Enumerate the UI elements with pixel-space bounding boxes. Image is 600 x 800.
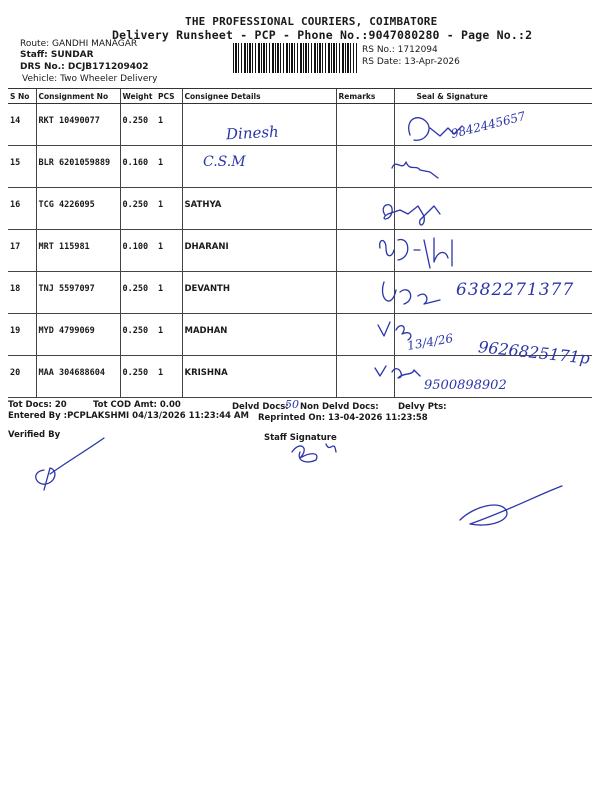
row-consignment: MRT 115981 — [36, 230, 120, 272]
handwritten-name-row15: C.S.M — [203, 154, 246, 170]
rs-date: RS Date: 13-Apr-2026 — [362, 57, 460, 67]
vehicle-label: Vehicle: Two Wheeler Delivery — [22, 74, 158, 84]
row-pcs: 1 — [156, 272, 182, 314]
row-pcs: 1 — [156, 188, 182, 230]
reprinted-on: Reprinted On: 13-04-2026 11:23:58 — [258, 413, 428, 423]
row-sno: 17 — [8, 230, 36, 272]
row-weight: 0.250 — [120, 104, 156, 146]
handwritten-phone-3: 9626825171p — [477, 337, 591, 368]
route-label: Route: GANDHI MANAGAR — [20, 39, 138, 49]
staff-signature: Staff Signature — [264, 433, 337, 443]
col-pcs: PCS — [156, 89, 182, 104]
drs-number: DRS No.: DCJB171209402 — [20, 62, 149, 72]
row-consignee: SATHYA — [182, 188, 336, 230]
col-sno: S No — [8, 89, 36, 104]
rs-number: RS No.: 1712094 — [362, 45, 438, 55]
handwritten-phone-4: 9500898902 — [424, 378, 507, 393]
row-weight: 0.250 — [120, 314, 156, 356]
row-pcs: 1 — [156, 356, 182, 398]
handwritten-phone-2: 6382271377 — [456, 280, 575, 300]
delivery-points: Delvy Pts: — [398, 402, 447, 412]
row-consignment: RKT 10490077 — [36, 104, 120, 146]
staff-label: Staff: SUNDAR — [20, 50, 94, 60]
company-title: THE PROFESSIONAL COURIERS, COIMBATORE — [185, 15, 438, 28]
col-seal-signature: Seal & Signature — [394, 89, 592, 104]
verified-by: Verified By — [8, 430, 61, 440]
row-weight: 0.160 — [120, 146, 156, 188]
row-consignment: MYD 4799069 — [36, 314, 120, 356]
row-weight: 0.250 — [120, 356, 156, 398]
row-weight: 0.250 — [120, 188, 156, 230]
entered-by: Entered By :PCPLAKSHMI 04/13/2026 11:23:44 AM — [8, 411, 249, 421]
row-weight: 0.100 — [120, 230, 156, 272]
row-pcs: 1 — [156, 104, 182, 146]
col-consignment: Consignment No — [36, 89, 120, 104]
row-consignee: DEVANTH — [182, 272, 336, 314]
delivered-docs-handwritten: 50 — [285, 398, 299, 411]
row-pcs: 1 — [156, 230, 182, 272]
handwritten-phone-1: 9842445657 — [449, 108, 527, 142]
tot-docs: Tot Docs: 20 — [8, 400, 67, 410]
col-remarks: Remarks — [336, 89, 394, 104]
col-consignee: Consignee Details — [182, 89, 336, 104]
row-consignee: KRISHNA — [182, 356, 336, 398]
row-pcs: 1 — [156, 146, 182, 188]
delivered-docs-label: Delvd Docs: — [232, 402, 289, 412]
row-consignment: TCG 4226095 — [36, 188, 120, 230]
row-sno: 16 — [8, 188, 36, 230]
non-delivered-docs: Non Delvd Docs: — [300, 402, 379, 412]
col-weight: Weight — [120, 89, 156, 104]
row-pcs: 1 — [156, 314, 182, 356]
row-consignee: MADHAN — [182, 314, 336, 356]
row-consignment: MAA 304688604 — [36, 356, 120, 398]
row-sno: 14 — [8, 104, 36, 146]
row-sno: 18 — [8, 272, 36, 314]
row-sno: 20 — [8, 356, 36, 398]
handwritten-name-row14: Dinesh — [225, 122, 280, 144]
handwritten-date: 13/4/26 — [406, 331, 455, 353]
row-consignee: DHARANI — [182, 230, 336, 272]
row-consignment: TNJ 5597097 — [36, 272, 120, 314]
row-weight: 0.250 — [120, 272, 156, 314]
runsheet-title: Delivery Runsheet - PCP - Phone No.:9047080280 - Page No.:2 — [112, 28, 533, 42]
row-sno: 15 — [8, 146, 36, 188]
tot-cod-amount: Tot COD Amt: 0.00 — [93, 400, 181, 410]
row-sno: 19 — [8, 314, 36, 356]
row-consignment: BLR 6201059889 — [36, 146, 120, 188]
